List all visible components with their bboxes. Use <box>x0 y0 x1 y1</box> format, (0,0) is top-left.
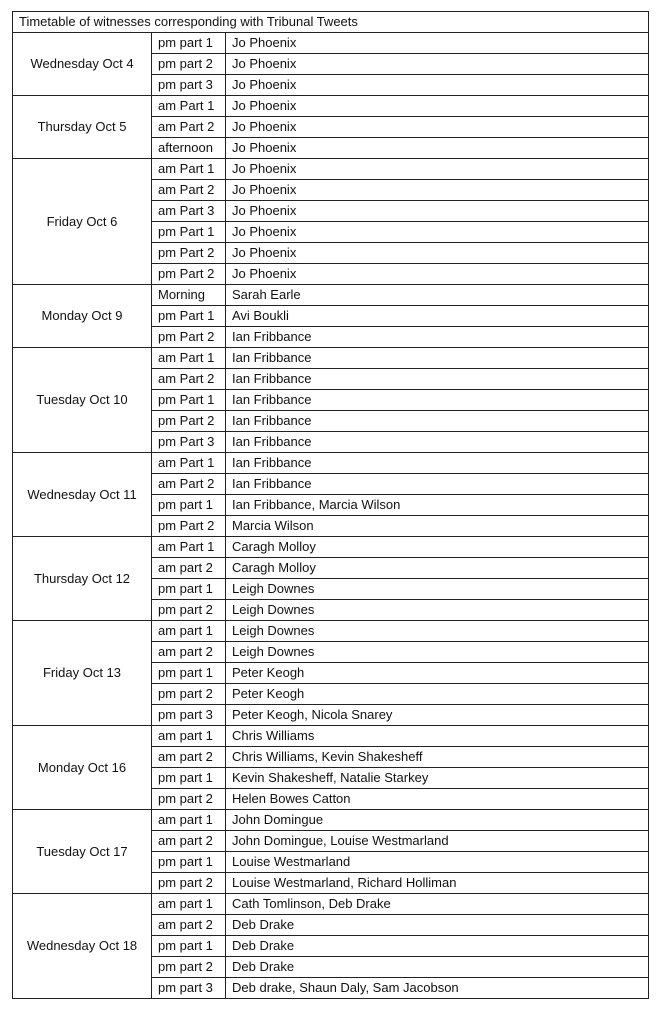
table-row <box>13 621 649 642</box>
witness-cell: Ian Fribbance <box>226 369 649 390</box>
day-cell: Tuesday Oct 10 <box>13 348 152 453</box>
session-cell: am Part 2 <box>152 117 226 138</box>
session-cell: pm part 3 <box>152 75 226 96</box>
session-cell: pm Part 1 <box>152 306 226 327</box>
session-cell: am Part 2 <box>152 369 226 390</box>
session-cell: pm Part 1 <box>152 222 226 243</box>
session-cell: am Part 1 <box>152 96 226 117</box>
table-row <box>13 810 649 831</box>
witness-cell: Jo Phoenix <box>226 264 649 285</box>
table-row <box>13 33 649 54</box>
witness-cell: Jo Phoenix <box>226 54 649 75</box>
title-row <box>13 12 649 33</box>
witness-cell: Jo Phoenix <box>226 138 649 159</box>
session-cell: pm Part 2 <box>152 516 226 537</box>
witness-cell: Jo Phoenix <box>226 33 649 54</box>
witness-cell: Chris Williams <box>226 726 649 747</box>
witness-cell: Peter Keogh <box>226 663 649 684</box>
session-cell: pm Part 1 <box>152 390 226 411</box>
witness-cell: Chris Williams, Kevin Shakesheff <box>226 747 649 768</box>
session-cell: am Part 1 <box>152 159 226 180</box>
table-row <box>13 894 649 915</box>
session-cell: pm part 1 <box>152 663 226 684</box>
day-cell: Tuesday Oct 17 <box>13 810 152 894</box>
day-cell: Wednesday Oct 18 <box>13 894 152 999</box>
witness-cell: Peter Keogh <box>226 684 649 705</box>
session-cell: pm Part 2 <box>152 243 226 264</box>
session-cell: am part 2 <box>152 915 226 936</box>
session-cell: pm Part 2 <box>152 327 226 348</box>
witness-cell: Louise Westmarland, Richard Holliman <box>226 873 649 894</box>
session-cell: pm part 2 <box>152 600 226 621</box>
table-row <box>13 96 649 117</box>
witness-cell: Leigh Downes <box>226 579 649 600</box>
witness-cell: Ian Fribbance <box>226 390 649 411</box>
witness-cell: Caragh Molloy <box>226 558 649 579</box>
session-cell: pm part 1 <box>152 495 226 516</box>
witness-cell: Louise Westmarland <box>226 852 649 873</box>
witness-cell: Ian Fribbance <box>226 411 649 432</box>
witness-cell: Helen Bowes Catton <box>226 789 649 810</box>
session-cell: Morning <box>152 285 226 306</box>
session-cell: pm part 2 <box>152 54 226 75</box>
session-cell: pm part 3 <box>152 978 226 999</box>
witness-cell: Ian Fribbance <box>226 327 649 348</box>
witness-cell: Leigh Downes <box>226 621 649 642</box>
witness-cell: Deb Drake <box>226 915 649 936</box>
witness-cell: Leigh Downes <box>226 600 649 621</box>
session-cell: am part 1 <box>152 726 226 747</box>
witness-cell: Caragh Molloy <box>226 537 649 558</box>
session-cell: pm part 1 <box>152 852 226 873</box>
day-cell: Wednesday Oct 11 <box>13 453 152 537</box>
table-row <box>13 726 649 747</box>
witness-cell: Jo Phoenix <box>226 180 649 201</box>
session-cell: am Part 3 <box>152 201 226 222</box>
session-cell: pm part 1 <box>152 936 226 957</box>
table-row <box>13 537 649 558</box>
witness-cell: Deb Drake <box>226 936 649 957</box>
witness-cell: Marcia Wilson <box>226 516 649 537</box>
session-cell: pm part 2 <box>152 957 226 978</box>
witness-cell: Jo Phoenix <box>226 96 649 117</box>
day-cell: Thursday Oct 5 <box>13 96 152 159</box>
table-title: Timetable of witnesses corresponding with Tribunal Tweets <box>13 12 649 33</box>
witness-cell: Jo Phoenix <box>226 159 649 180</box>
witness-cell: John Domingue <box>226 810 649 831</box>
session-cell: pm part 2 <box>152 873 226 894</box>
witness-cell: Deb Drake <box>226 957 649 978</box>
session-cell: am Part 1 <box>152 453 226 474</box>
session-cell: am part 1 <box>152 810 226 831</box>
day-cell: Thursday Oct 12 <box>13 537 152 621</box>
day-cell: Monday Oct 16 <box>13 726 152 810</box>
table-row <box>13 285 649 306</box>
session-cell: am Part 2 <box>152 474 226 495</box>
session-cell: am Part 1 <box>152 537 226 558</box>
session-cell: pm part 1 <box>152 768 226 789</box>
session-cell: am part 2 <box>152 747 226 768</box>
session-cell: am part 2 <box>152 558 226 579</box>
table-row <box>13 159 649 180</box>
witness-cell: Peter Keogh, Nicola Snarey <box>226 705 649 726</box>
table-row <box>13 453 649 474</box>
witness-cell: Avi Boukli <box>226 306 649 327</box>
witness-cell: Ian Fribbance <box>226 453 649 474</box>
witness-cell: Jo Phoenix <box>226 222 649 243</box>
day-cell: Monday Oct 9 <box>13 285 152 348</box>
witness-cell: Jo Phoenix <box>226 243 649 264</box>
session-cell: pm part 1 <box>152 33 226 54</box>
witness-cell: Jo Phoenix <box>226 117 649 138</box>
session-cell: pm part 2 <box>152 789 226 810</box>
day-cell: Friday Oct 13 <box>13 621 152 726</box>
day-cell: Friday Oct 6 <box>13 159 152 285</box>
witness-cell: Ian Fribbance <box>226 432 649 453</box>
witness-cell: Ian Fribbance <box>226 348 649 369</box>
session-cell: pm Part 3 <box>152 432 226 453</box>
session-cell: am part 2 <box>152 642 226 663</box>
session-cell: am part 1 <box>152 894 226 915</box>
session-cell: pm part 3 <box>152 705 226 726</box>
witness-cell: Jo Phoenix <box>226 201 649 222</box>
witness-cell: Cath Tomlinson, Deb Drake <box>226 894 649 915</box>
session-cell: pm part 1 <box>152 579 226 600</box>
witness-cell: Jo Phoenix <box>226 75 649 96</box>
timetable-table <box>12 11 649 999</box>
session-cell: am Part 2 <box>152 180 226 201</box>
session-cell: pm Part 2 <box>152 264 226 285</box>
timetable-body <box>13 12 649 999</box>
witness-cell: Ian Fribbance, Marcia Wilson <box>226 495 649 516</box>
session-cell: am part 2 <box>152 831 226 852</box>
witness-cell: Sarah Earle <box>226 285 649 306</box>
session-cell: am part 1 <box>152 621 226 642</box>
day-cell: Wednesday Oct 4 <box>13 33 152 96</box>
session-cell: pm Part 2 <box>152 411 226 432</box>
witness-cell: John Domingue, Louise Westmarland <box>226 831 649 852</box>
session-cell: afternoon <box>152 138 226 159</box>
witness-cell: Kevin Shakesheff, Natalie Starkey <box>226 768 649 789</box>
session-cell: pm part 2 <box>152 684 226 705</box>
witness-cell: Deb drake, Shaun Daly, Sam Jacobson <box>226 978 649 999</box>
witness-cell: Ian Fribbance <box>226 474 649 495</box>
session-cell: am Part 1 <box>152 348 226 369</box>
table-row <box>13 348 649 369</box>
witness-cell: Leigh Downes <box>226 642 649 663</box>
